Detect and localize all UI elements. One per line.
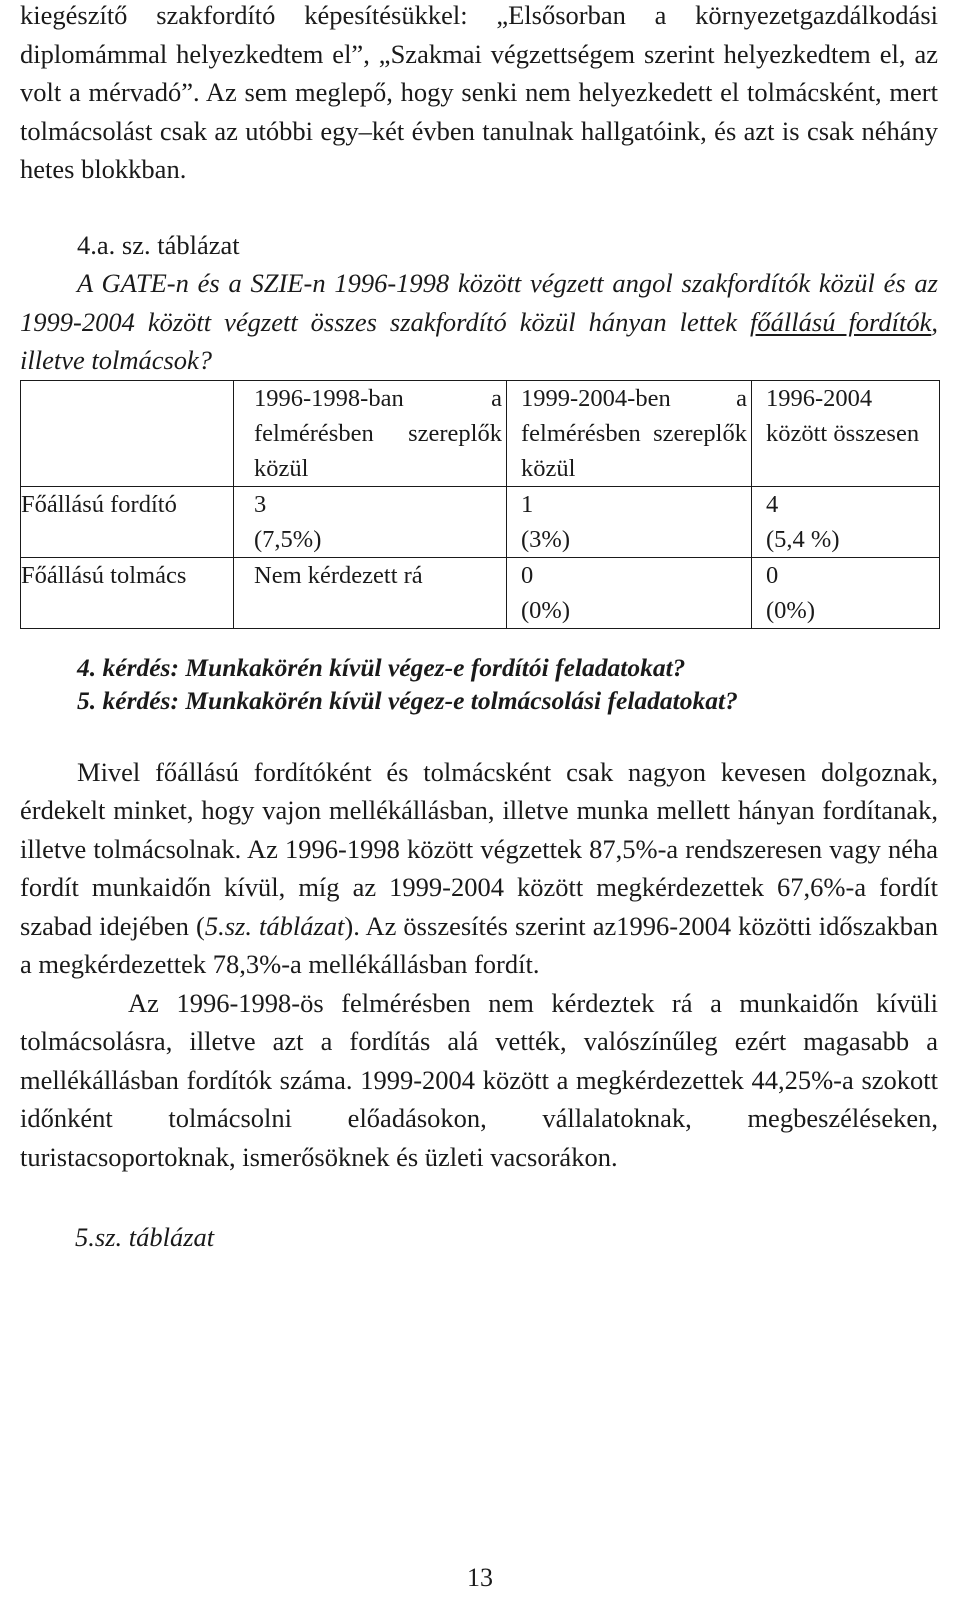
cell	[752, 486, 940, 557]
cell-percent: (3%)	[521, 525, 570, 553]
table4-title-part2: , illetve tolmácsok?	[20, 306, 938, 375]
cell-value: 4	[766, 490, 779, 518]
question-5: 5. kérdés: Munkakörén kívül végez-e tolmácsolási feladatokat?	[77, 685, 738, 715]
page-number: 13	[467, 1563, 493, 1592]
cell	[507, 486, 752, 557]
cell	[752, 557, 940, 628]
table4-label: 4.a. sz. táblázat	[77, 229, 240, 260]
header-cell-1996-1998: 1996-1998-ban a felmérésben szereplők közül	[234, 380, 507, 486]
paragraph-1-end: ). Az összesítés szerint az1996-2004 közötti időszakban a megkérdezettek 78,3%-a mellékállásban fordít.	[20, 910, 939, 979]
table4-title	[20, 264, 938, 380]
cell-percent: (7,5%)	[254, 525, 322, 553]
table-row	[21, 557, 940, 628]
table4	[20, 380, 940, 629]
cell	[507, 557, 752, 628]
table-header-row	[21, 380, 940, 486]
document-page	[20, 0, 938, 1257]
paragraph-2: Az 1996-1998-ös felmérésben nem kérdeztek rá a munkaidőn kívüli tolmácsolásra, illetve azt a fordítás alá vették, valószínűleg ezért magasabb a mellékállásban fordítók száma. 1999-2004 között a megkérdezettek 44,25%-a szokott időnként tolmácsolni előadásokon, vállalatoknak, megbeszéléseken, turistacsoportoknak, ismerősöknek és üzleti vacsorákon.	[20, 987, 938, 1172]
header-cell-1999-2004: 1999-2004-ben a felmérésben szereplők közül	[507, 380, 752, 486]
cell-value: 3	[254, 490, 267, 518]
questions	[20, 651, 938, 717]
cell	[234, 557, 507, 628]
paragraph-1-text: Mivel főállású fordítóként és tolmácsként csak nagyon kevesen dolgoznak, érdekelt minket, hogy vajon mellékállásban, illetve munka mellett hányan fordítanak, illetve tolmácsolnak. Az 1996-1998 között végzettek 87,5%-a rendszeresen vagy néha fordít munkaidőn kívül, míg az 1999-2004 között megkérdezettek 67,6%-a fordít szabad idejében (	[20, 756, 938, 941]
intro-paragraph: kiegészítő szakfordító képesítésükkel: „Elsősorban a környezetgazdálkodási diplomámmal helyezkedtem el”, „Szakmai végzettségem szerint helyezkedtem el, az volt a mérvadó”. Az sem meglepő, hogy senki nem helyezkedett el tolmácsként, mert tolmácsolást csak az utóbbi egy–két évben tanulnak hallgatóink, és azt is csak néhány hetes blokkban.	[20, 0, 938, 184]
cell-percent: (5,4 %)	[766, 525, 840, 553]
cell-value: 1	[521, 490, 534, 518]
row-label: Főállású fordító	[21, 486, 234, 557]
paragraph-1	[20, 753, 938, 984]
table4-title-underlined: főállású fordítók	[750, 306, 932, 337]
table5-caption: 5.sz. táblázat	[75, 1222, 215, 1252]
header-cell-total: 1996-2004 között összesen	[752, 380, 940, 486]
table4-title-part1: A GATE-n és a SZIE-n 1996-1998 között végzett angol szakfordítók közül és az 1999-2004 között végzett összes szakfordító közül hányan lettek	[20, 268, 938, 337]
row-label: Főállású tolmács	[21, 557, 234, 628]
paragraph-1-table-reference: 5.sz. táblázat	[204, 910, 345, 941]
cell-percent: (0%)	[521, 596, 570, 624]
cell-value: 0	[766, 561, 779, 589]
table4-caption	[20, 226, 938, 380]
question-4: 4. kérdés: Munkakörén kívül végez-e fordítói feladatokat?	[77, 652, 686, 682]
cell-value: Nem kérdezett rá	[254, 561, 423, 589]
cell	[234, 486, 507, 557]
table-row	[21, 486, 940, 557]
cell-value: 0	[521, 561, 534, 589]
header-cell-empty	[21, 380, 234, 486]
cell-percent: (0%)	[766, 596, 815, 624]
